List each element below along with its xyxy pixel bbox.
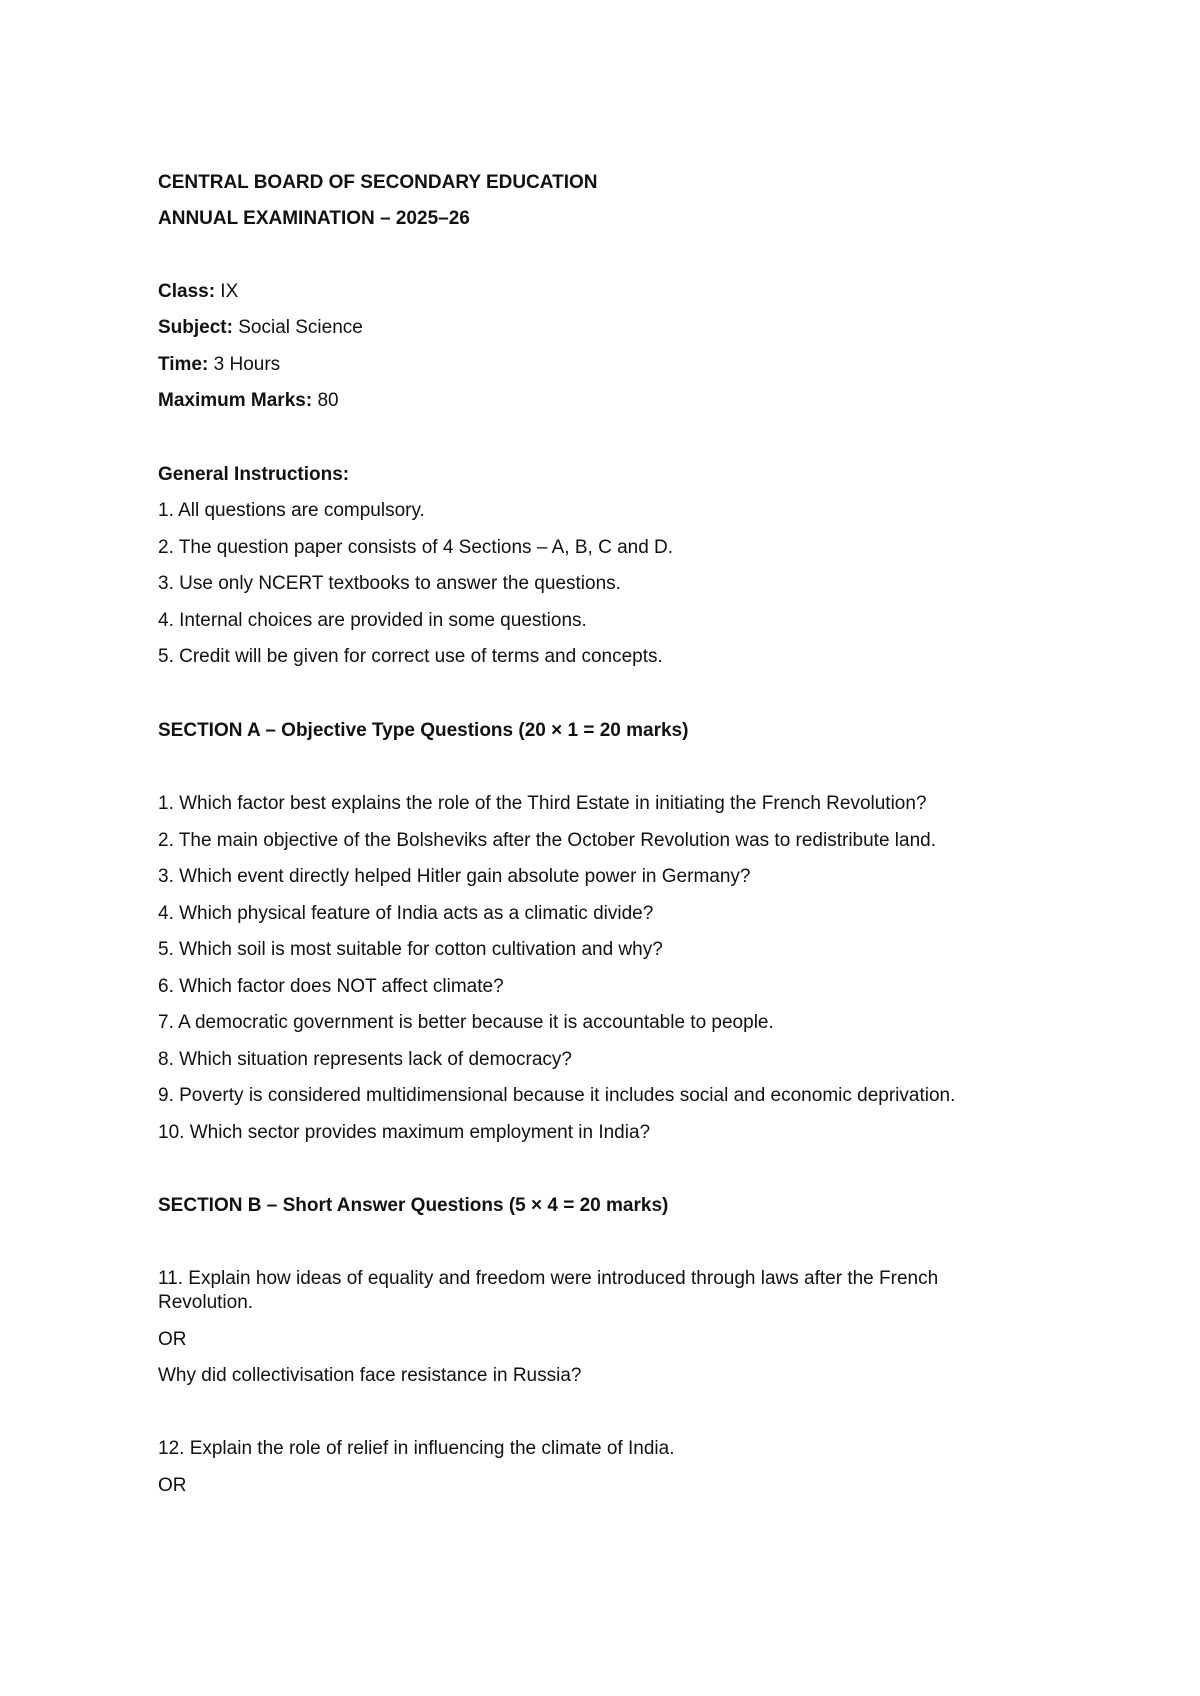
marks-label: Maximum Marks:: [158, 390, 313, 411]
question-item: 7. A democratic government is better because it is accountable to people.: [158, 1012, 774, 1033]
section-b-heading: SECTION B – Short Answer Questions (5 × 4 = 20 marks): [158, 1195, 669, 1216]
question-item: 12. Explain the role of relief in influencing the climate of India.: [158, 1438, 675, 1459]
class-line: [158, 280, 238, 304]
instructions-heading: General Instructions:: [158, 464, 350, 485]
question-item: 5. Which soil is most suitable for cotton cultivation and why?: [158, 939, 663, 960]
question-item: 9. Poverty is considered multidimensional because it includes social and economic deprivation.: [158, 1085, 956, 1106]
time-label: Time:: [158, 354, 209, 375]
question-item: 8. Which situation represents lack of democracy?: [158, 1049, 572, 1070]
question-item: 3. Which event directly helped Hitler gain absolute power in Germany?: [158, 866, 751, 887]
instruction-item: 3. Use only NCERT textbooks to answer the questions.: [158, 573, 621, 594]
marks-value: 80: [312, 390, 339, 411]
question-item: 4. Which physical feature of India acts as a climatic divide?: [158, 903, 654, 924]
board-title: CENTRAL BOARD OF SECONDARY EDUCATION: [158, 172, 598, 193]
question-item-alternative: Why did collectivisation face resistance in Russia?: [158, 1365, 582, 1386]
question-item: 2. The main objective of the Bolsheviks after the October Revolution was to redistribute land.: [158, 830, 937, 851]
marks-line: [158, 389, 339, 413]
question-item: 6. Which factor does NOT affect climate?: [158, 976, 504, 997]
instruction-item: 5. Credit will be given for correct use of terms and concepts.: [158, 646, 663, 667]
class-value: IX: [215, 281, 239, 302]
or-label: OR: [158, 1475, 187, 1496]
time-line: [158, 353, 280, 377]
subject-value: Social Science: [232, 317, 363, 338]
instruction-item: 4. Internal choices are provided in some questions.: [158, 610, 587, 631]
question-item: 10. Which sector provides maximum employment in India?: [158, 1122, 651, 1143]
question-item: 11. Explain how ideas of equality and freedom were introduced through laws after the French Revolution.: [158, 1268, 939, 1313]
instruction-item: 2. The question paper consists of 4 Sections – A, B, C and D.: [158, 537, 674, 558]
subject-label: Subject:: [158, 317, 233, 338]
subject-line: [158, 316, 363, 340]
class-label: Class:: [158, 281, 216, 302]
exam-title: ANNUAL EXAMINATION – 2025–26: [158, 208, 470, 229]
instruction-item: 1. All questions are compulsory.: [158, 500, 425, 521]
or-label: OR: [158, 1329, 187, 1350]
time-value: 3 Hours: [208, 354, 281, 375]
section-a-heading: SECTION A – Objective Type Questions (20 × 1 = 20 marks): [158, 720, 689, 741]
question-item: 1. Which factor best explains the role of the Third Estate in initiating the French Revolution?: [158, 793, 927, 814]
